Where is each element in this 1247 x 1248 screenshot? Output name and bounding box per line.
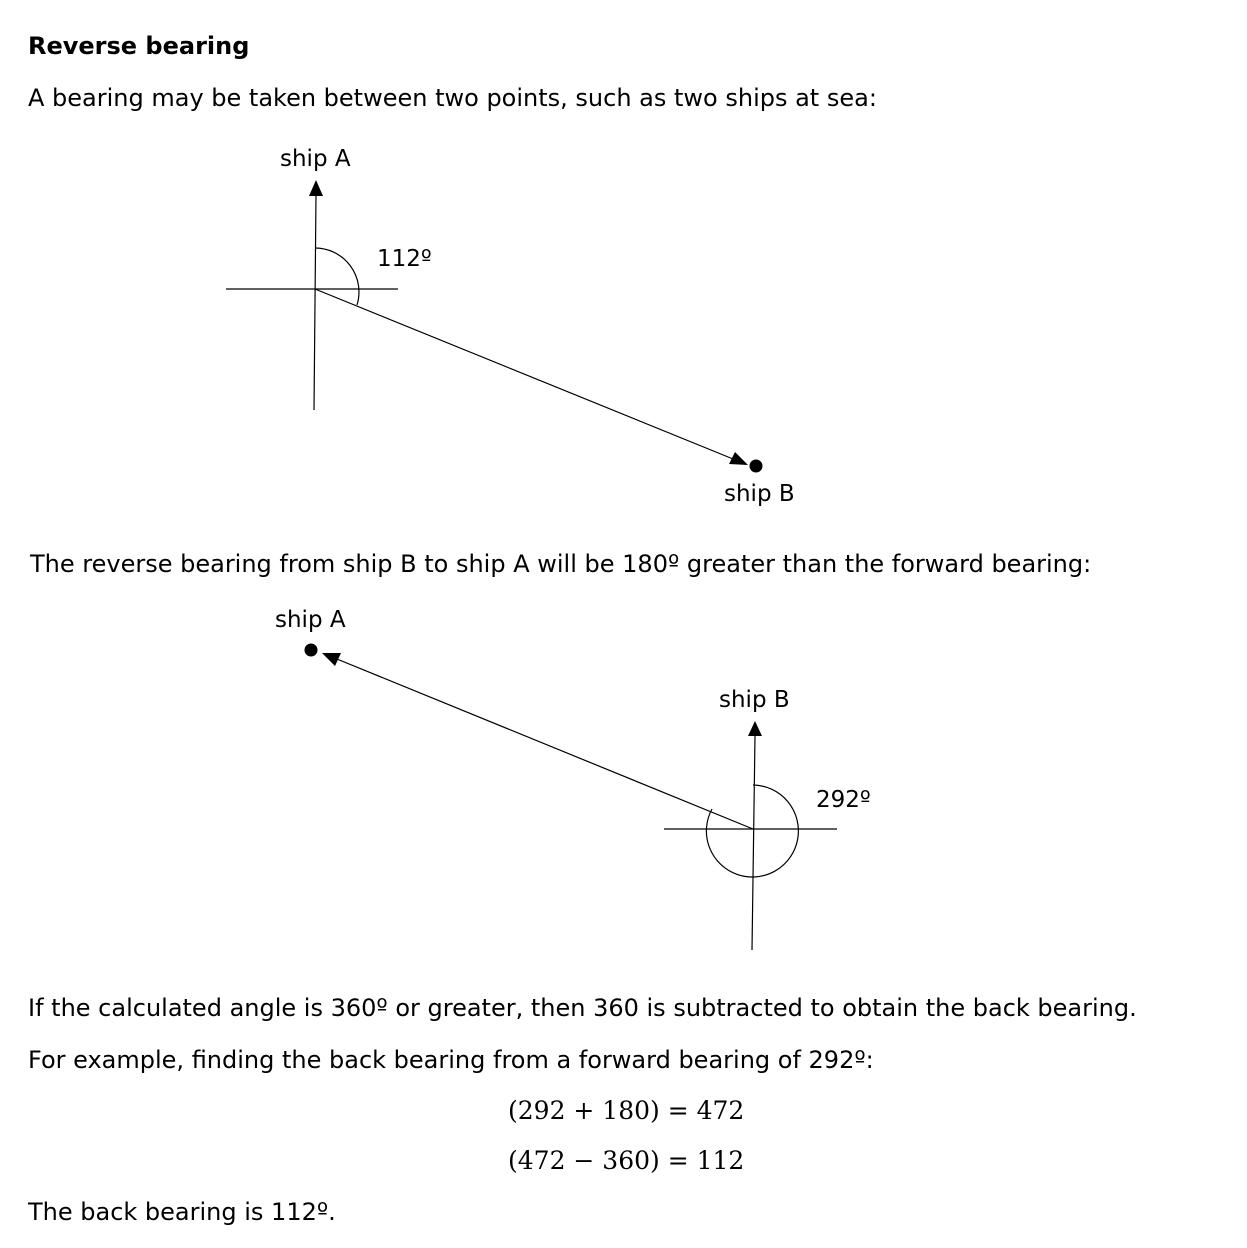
equation-add: (292 + 180) = 472 [508, 1096, 745, 1125]
north-axis-b [752, 736, 755, 950]
diagram2-ship-b-label: ship B [719, 687, 790, 713]
example-text: For example, finding the back bearing from a forward bearing of 292º: [28, 1046, 874, 1074]
conclusion-text: The back bearing is 112º. [28, 1198, 336, 1226]
reverse-bearing-text: The reverse bearing from ship B to ship A will be 180º greater than the forward bearing: [30, 550, 1092, 578]
rule-text: If the calculated angle is 360º or greater, then 360 is subtracted to obtain the back bearing. [28, 994, 1137, 1022]
diagram2-angle-label: 292º [816, 787, 871, 813]
diagram1-ship-b-label: ship B [724, 481, 795, 507]
heading: Reverse bearing [28, 32, 250, 60]
equation-subtract: (472 − 360) = 112 [508, 1146, 745, 1175]
north-arrow-b [748, 721, 762, 736]
diagram1-ship-a-label: ship A [280, 146, 351, 172]
angle-arc-292 [706, 785, 798, 877]
diagram1-angle-label: 112º [377, 246, 432, 272]
intro-text: A bearing may be taken between two points, such as two ships at sea: [28, 84, 877, 112]
bearing-line-b-to-a [332, 657, 753, 829]
diagram2-ship-a-label: ship A [275, 607, 346, 633]
ship-a-dot [305, 644, 318, 657]
